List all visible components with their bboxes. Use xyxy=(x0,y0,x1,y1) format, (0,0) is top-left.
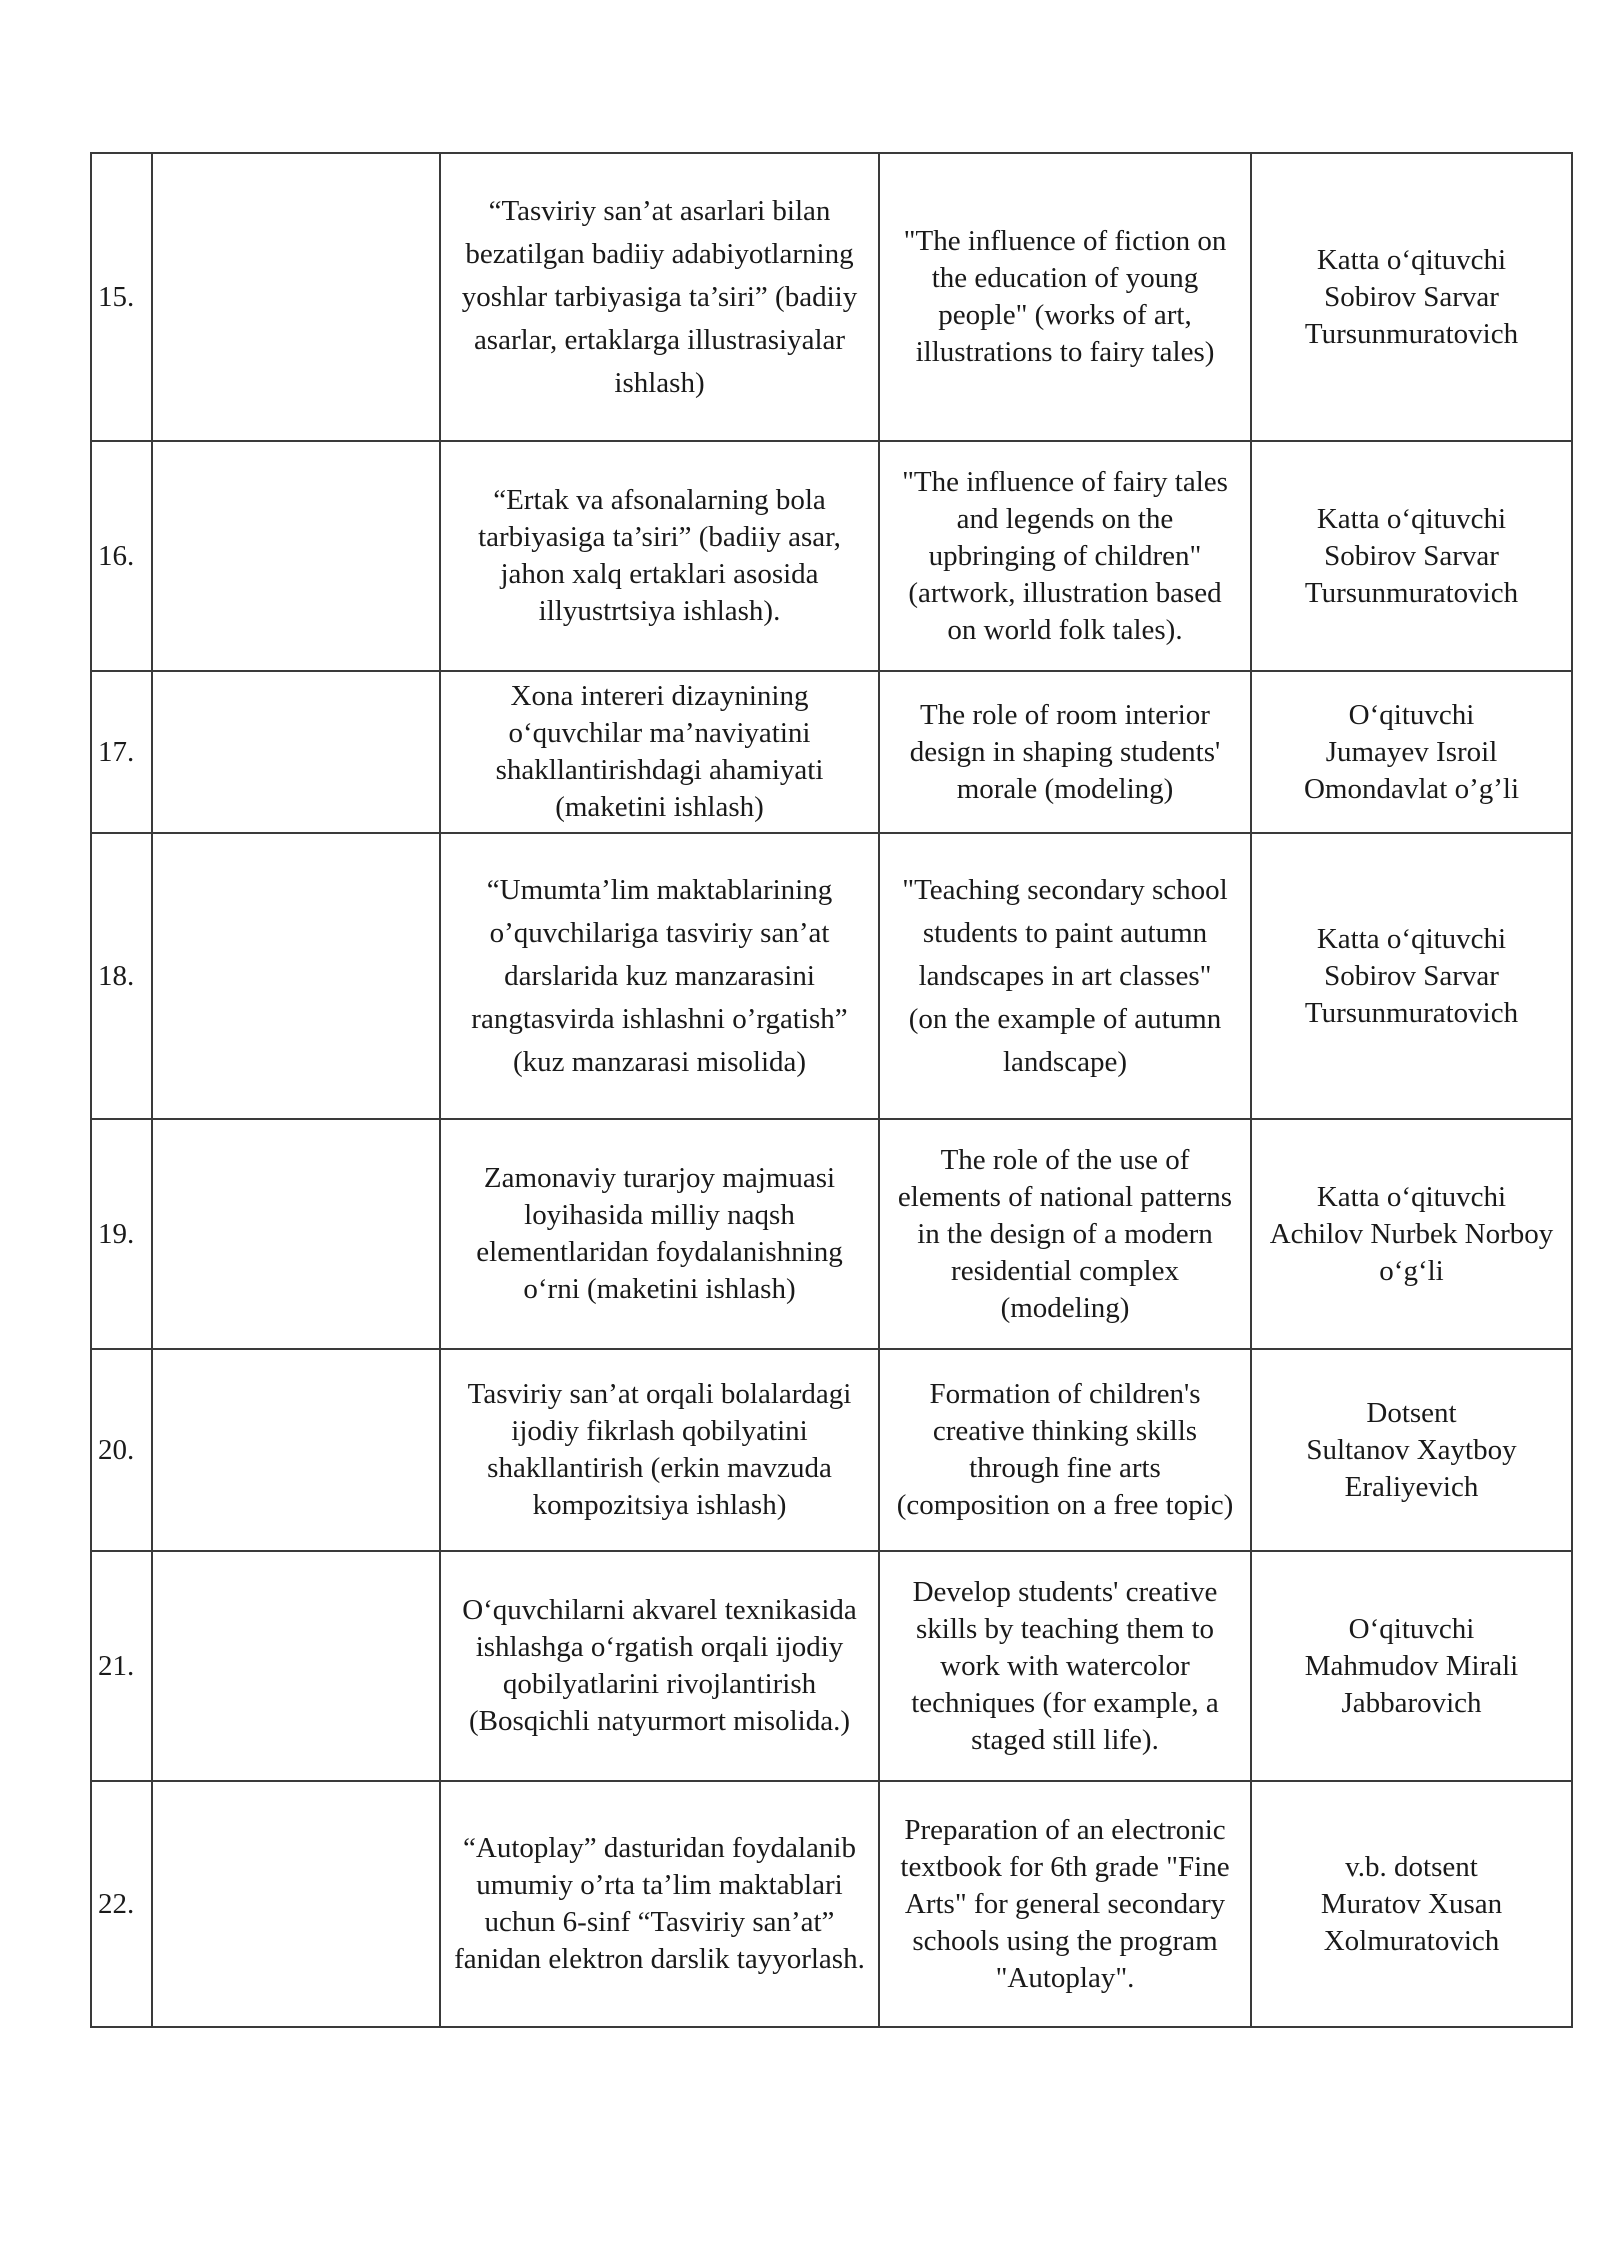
topic-uzbek: “Umumta’lim maktablarining o’quvchilariga tasviriy san’at darslarida kuz manzarasini rangtasvirda ishlashni o’rgatish” (kuz manzarasi misolida) xyxy=(440,833,879,1119)
topic-uzbek: “Autoplay” dasturidan foydalanib umumiy o’rta ta’lim maktablari uchun 6-sinf “Tasviriy san’at” fanidan elektron darslik tayyorlash. xyxy=(440,1781,879,2027)
topic-uzbek: “Tasviriy san’at asarlari bilan bezatilgan badiiy adabiyotlarning yoshlar tarbiyasiga ta’siri” (badiiy asarlar, ertaklarga illustrasiyalar ishlash) xyxy=(440,153,879,441)
supervisor: O‘qituvchi Jumayev Isroil Omondavlat o’g’li xyxy=(1251,671,1572,833)
blank-cell xyxy=(152,833,440,1119)
table-row xyxy=(91,1551,1572,1781)
supervisor: Katta o‘qituvchi Sobirov Sarvar Tursunmuratovich xyxy=(1251,441,1572,671)
topic-english: "Teaching secondary school students to paint autumn landscapes in art classes" (on the example of autumn landscape) xyxy=(879,833,1251,1119)
row-number: 19. xyxy=(91,1119,152,1349)
blank-cell xyxy=(152,441,440,671)
topic-english: Preparation of an electronic textbook for 6th grade "Fine Arts" for general secondary schools using the program "Autoplay". xyxy=(879,1781,1251,2027)
topic-english: The role of room interior design in shaping students' morale (modeling) xyxy=(879,671,1251,833)
blank-cell xyxy=(152,1119,440,1349)
row-number: 15. xyxy=(91,153,152,441)
table-row xyxy=(91,1781,1572,2027)
table-row xyxy=(91,671,1572,833)
topic-english: "The influence of fairy tales and legends on the upbringing of children" (artwork, illustration based on world folk tales). xyxy=(879,441,1251,671)
blank-cell xyxy=(152,1349,440,1551)
blank-cell xyxy=(152,153,440,441)
topic-uzbek: Xona intereri dizaynining o‘quvchilar ma’naviyatini shakllantirishdagi ahamiyati (maketini ishlash) xyxy=(440,671,879,833)
blank-cell xyxy=(152,1781,440,2027)
topic-english: "The influence of fiction on the education of young people" (works of art, illustrations to fairy tales) xyxy=(879,153,1251,441)
table-row xyxy=(91,1349,1572,1551)
supervisor: Dotsent Sultanov Xaytboy Eraliyevich xyxy=(1251,1349,1572,1551)
supervisor: O‘qituvchi Mahmudov Mirali Jabbarovich xyxy=(1251,1551,1572,1781)
blank-cell xyxy=(152,1551,440,1781)
topic-uzbek: “Ertak va afsonalarning bola tarbiyasiga ta’siri” (badiiy asar, jahon xalq ertaklari asosida illyustrtsiya ishlash). xyxy=(440,441,879,671)
topic-english: Formation of children's creative thinking skills through fine arts (composition on a free topic) xyxy=(879,1349,1251,1551)
row-number: 20. xyxy=(91,1349,152,1551)
row-number: 22. xyxy=(91,1781,152,2027)
topic-english: Develop students' creative skills by teaching them to work with watercolor techniques (for example, a staged still life). xyxy=(879,1551,1251,1781)
table-row xyxy=(91,153,1572,441)
supervisor: v.b. dotsent Muratov Xusan Xolmuratovich xyxy=(1251,1781,1572,2027)
topic-uzbek: Tasviriy san’at orqali bolalardagi ijodiy fikrlash qobilyatini shakllantirish (erkin mavzuda kompozitsiya ishlash) xyxy=(440,1349,879,1551)
topics-table xyxy=(90,152,1573,2028)
row-number: 18. xyxy=(91,833,152,1119)
topic-uzbek: Zamonaviy turarjoy majmuasi loyihasida milliy naqsh elementlaridan foydalanishning o‘rni (maketini ishlash) xyxy=(440,1119,879,1349)
blank-cell xyxy=(152,671,440,833)
table-row xyxy=(91,441,1572,671)
topic-english: The role of the use of elements of national patterns in the design of a modern residential complex (modeling) xyxy=(879,1119,1251,1349)
row-number: 17. xyxy=(91,671,152,833)
supervisor: Katta o‘qituvchi Sobirov Sarvar Tursunmuratovich xyxy=(1251,153,1572,441)
row-number: 16. xyxy=(91,441,152,671)
supervisor: Katta o‘qituvchi Sobirov Sarvar Tursunmuratovich xyxy=(1251,833,1572,1119)
supervisor: Katta o‘qituvchi Achilov Nurbek Norboy o‘g‘li xyxy=(1251,1119,1572,1349)
topic-uzbek: O‘quvchilarni akvarel texnikasida ishlashga o‘rgatish orqali ijodiy qobilyatlarini rivojlantirish (Bosqichli natyurmort misolida.) xyxy=(440,1551,879,1781)
table-row xyxy=(91,833,1572,1119)
row-number: 21. xyxy=(91,1551,152,1781)
table-row xyxy=(91,1119,1572,1349)
